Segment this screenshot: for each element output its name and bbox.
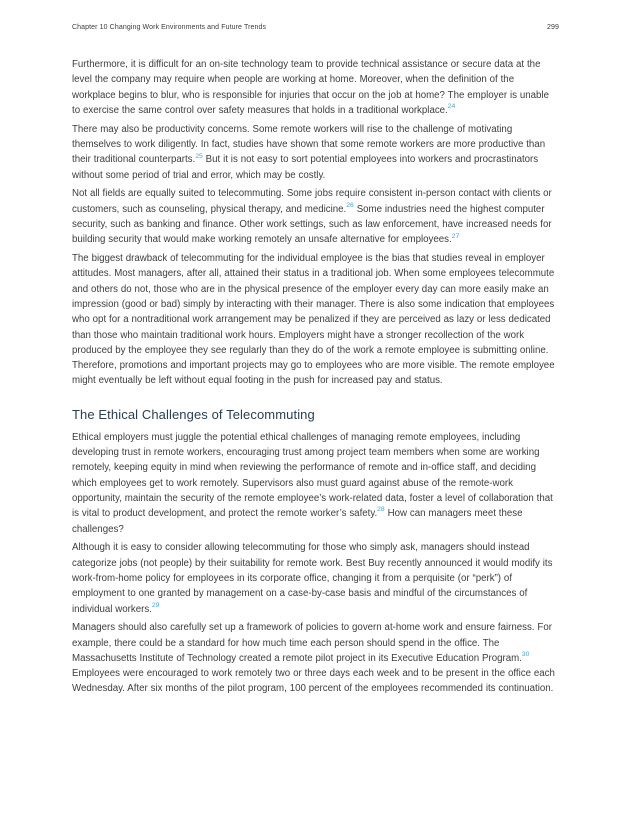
footnote-reference-28[interactable]: 28 <box>377 506 385 514</box>
paragraph-text: Managers should also carefully set up a framework of policies to govern at-home work and ensure fairness. For example, there could be a standard for how much time each person should spend in the office. The Massachusetts Institute of Technology created a remote pilot project in its Executive Education Program. <box>72 622 552 664</box>
paragraph-text: Ethical employers must juggle the potential ethical challenges of managing remote employees, including developing trust in remote workers, encouraging trust among project team members when some are working remotely, keeping equity in mind when reviewing the performance of remote and in-office staff, and deciding which employees get to work remotely. Supervisors also must guard against abuse of the remote-work opportunity, maintain the security of the remote employee’s work-related data, foster a level of collaboration that is vital to product development, and protect the remote worker’s safety. <box>72 431 553 520</box>
footnote-reference-30[interactable]: 30 <box>521 651 530 659</box>
paragraph-text: Furthermore, it is difficult for an on-site technology team to provide technical assistance or secure data at the level the company may require when people are working at home. Moreover, when the definition of the workplace begins to blur, who is responsible for injuries that occur on the job at home? The employer is unable to exercise the same control over safety measures that holds in a traditional workplace. <box>72 59 549 116</box>
footnote-reference-25[interactable]: 25 <box>195 152 203 160</box>
paragraph <box>72 540 559 616</box>
paragraph-text: There may also be productivity concerns. Some remote workers will rise to the challenge of motivating themselves to work diligently. In fact, studies have shown that some remote workers are more productive than their traditional counterparts. <box>72 123 546 166</box>
section-heading: The Ethical Challenges of Telecommuting <box>72 406 315 422</box>
paragraph <box>72 251 559 389</box>
paragraph-text: But it is not easy to sort potential employees into workers and procrastinators without some period of trial and error, which may be costly. <box>72 154 539 181</box>
footnote-reference-29[interactable]: 29 <box>151 601 160 609</box>
running-header <box>72 24 559 31</box>
page-body <box>72 57 559 700</box>
footnote-reference-24[interactable]: 24 <box>447 103 456 111</box>
paragraph <box>72 57 559 118</box>
paragraph-text: Not all fields are equally suited to telecommuting. Some jobs require consistent in-person contact with clients or customers, such as counseling, physical therapy, and medicine. <box>72 188 552 215</box>
paragraph-text: How can managers meet these challenges? <box>72 508 523 535</box>
paragraph <box>72 430 559 537</box>
page-number: 299 <box>547 24 559 31</box>
footnote-reference-27[interactable]: 27 <box>451 232 460 240</box>
footnote-reference-26[interactable]: 26 <box>346 201 354 209</box>
paragraph-text: The biggest drawback of telecommuting for the individual employee is the bias that studies reveal in employer attitudes. Most managers, after all, attained their status in a traditional job. When some employees telecommute and others do not, those who are in the physical presence of the employer every day can more easily make an impression (good or bad) simply by interacting with their manager. There is also some indication that employees who opt for a nontraditional work arrangement may be penalized if they are perceived as lazy or less dedicated than those who maintain traditional work hours. Employers might have a stronger recollection of the work produced by the employee they see regularly than they do of the work a remote employee is submitting online. Therefore, promotions and important projects may go to employees who are more visible. The remote employee might eventually be left without equal footing in the push for increased pay and status. <box>72 253 555 387</box>
paragraph-text: Employees were encouraged to work remotely two or three days each week and to be present in the office each Wednesday. After six months of the pilot program, 100 percent of the employees recommended its continuation. <box>72 668 555 695</box>
paragraph <box>72 620 559 696</box>
paragraph <box>72 122 559 183</box>
paragraph <box>72 186 559 247</box>
paragraph-text: Although it is easy to consider allowing telecommuting for those who simply ask, managers should instead categorize jobs (not people) by their suitability for remote work. Best Buy recently announced it would modify its work-from-home policy for employees in its corporate office, changing it from a perquisite (or “perk”) of employment to one granted by management on a case-by-case basis and mindful of the circumstances of individual workers. <box>72 542 553 615</box>
running-header-title: Chapter 10 Changing Work Environments and Future Trends <box>72 24 267 31</box>
paragraph-text: Some industries need the highest computer security, such as banking and finance. Other work settings, such as law enforcement, have increased needs for building security that would make working remotely an unsafe alternative for employees. <box>72 203 552 246</box>
